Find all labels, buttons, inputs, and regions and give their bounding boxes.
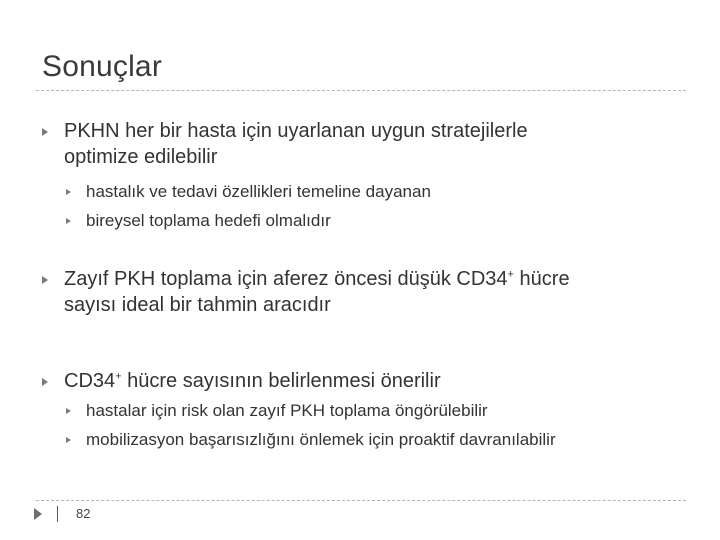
bullet-2-line-1 [64, 266, 672, 292]
title-divider [36, 90, 686, 91]
sub-bullet-arrow-icon [66, 408, 71, 414]
bullet-1-sub-1 [66, 182, 696, 202]
bullet-1-sub-1-text: hastalık ve tedavi özellikleri temeline dayanan [86, 182, 431, 201]
bullet-2-text [64, 266, 672, 318]
bullet-3 [42, 368, 672, 394]
bullet-2-line-1-pre: Zayıf PKH toplama için aferez öncesi düşük CD34 [64, 268, 508, 290]
bullet-arrow-icon [42, 128, 48, 136]
bullet-3-sub-1-text: hastalar için risk olan zayıf PKH toplama öngörülebilir [86, 401, 488, 420]
bullet-1-text [64, 118, 672, 170]
bullet-2-line-2: sayısı ideal bir tahmin aracıdır [64, 294, 331, 316]
sub-bullet-arrow-icon [66, 218, 71, 224]
slide-title: Sonuçlar [42, 50, 163, 83]
sub-bullet-arrow-icon [66, 189, 71, 195]
bullet-3-line-1-pre: CD34 [64, 370, 116, 392]
bullet-3-sub-2 [66, 430, 696, 450]
bullet-3-line-1 [64, 368, 672, 394]
bullet-3-sub-1 [66, 401, 696, 421]
footer-divider [36, 500, 686, 501]
bullet-1-sub-2 [66, 211, 696, 231]
bullet-arrow-icon [42, 378, 48, 386]
bullet-3-text [64, 368, 672, 394]
bullet-3-sub-2-text: mobilizasyon başarısızlığını önlemek için proaktif davranılabilir [86, 430, 556, 449]
bullet-1-sub-2-text: bireysel toplama hedefi olmalıdır [86, 211, 331, 230]
bullet-1-line-2: optimize edilebilir [64, 146, 218, 168]
sub-bullet-arrow-icon [66, 437, 71, 443]
bullet-3-superscript: + [115, 370, 122, 383]
bullet-3-line-1-post: hücre sayısının belirlenmesi önerilir [121, 370, 441, 392]
bullet-1 [42, 118, 672, 170]
footer-arrow-icon [34, 508, 42, 520]
bullet-arrow-icon [42, 276, 48, 284]
bullet-1-line-1: PKHN her bir hasta için uyarlanan uygun stratejilerle [64, 120, 528, 142]
bullet-2 [42, 266, 672, 318]
page-number: 82 [76, 506, 91, 521]
footer-separator [57, 506, 58, 522]
bullet-2-superscript: + [507, 268, 514, 281]
bullet-2-line-1-post: hücre [513, 268, 570, 290]
